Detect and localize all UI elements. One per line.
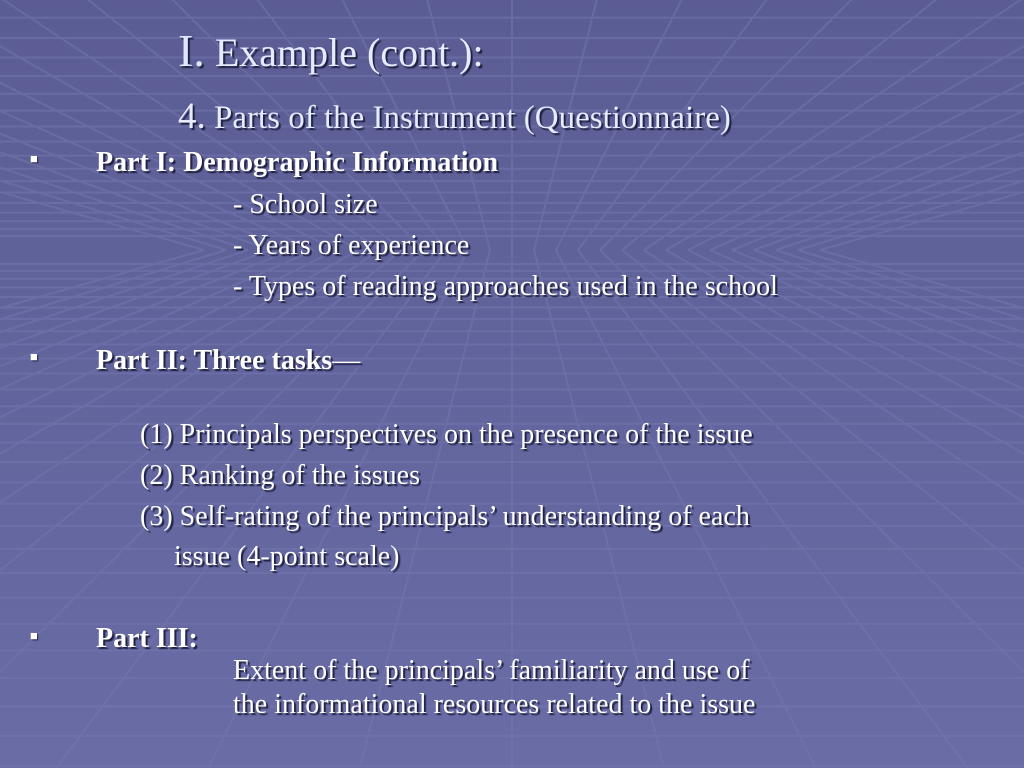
part2-heading-line [96, 345, 360, 377]
part2-item: (3) Self-rating of the principals’ understanding of each [140, 501, 750, 532]
title-text: Example (cont.): [204, 30, 484, 75]
part2-item-continuation: issue (4-point scale) [174, 541, 400, 572]
subtitle-number: 4. [178, 96, 206, 137]
part1-heading: Part I: Demographic Information [96, 147, 499, 178]
part2-item: (2) Ranking of the issues [140, 460, 420, 491]
bullet-icon: ■ [30, 349, 38, 364]
part2-heading: Part II: Three tasks [96, 345, 333, 376]
bullet-icon: ■ [30, 151, 38, 166]
part3-heading: Part III: [96, 623, 198, 654]
part2-dash: — [332, 345, 361, 376]
subtitle-text: Parts of the Instrument (Questionnaire) [205, 100, 731, 136]
part3-line: the informational resources related to the issue [233, 689, 756, 720]
bullet-icon: ■ [30, 628, 38, 643]
part1-item: - Types of reading approaches used in the school [233, 271, 778, 302]
slide-title [178, 24, 484, 77]
slide-subtitle [178, 95, 731, 138]
title-number: I. [178, 25, 205, 76]
part1-item: - Years of experience [233, 230, 470, 261]
part1-item: - School size [233, 189, 378, 220]
part2-item: (1) Principals perspectives on the presence of the issue [140, 419, 753, 450]
part3-line: Extent of the principals’ familiarity and use of [233, 655, 750, 686]
